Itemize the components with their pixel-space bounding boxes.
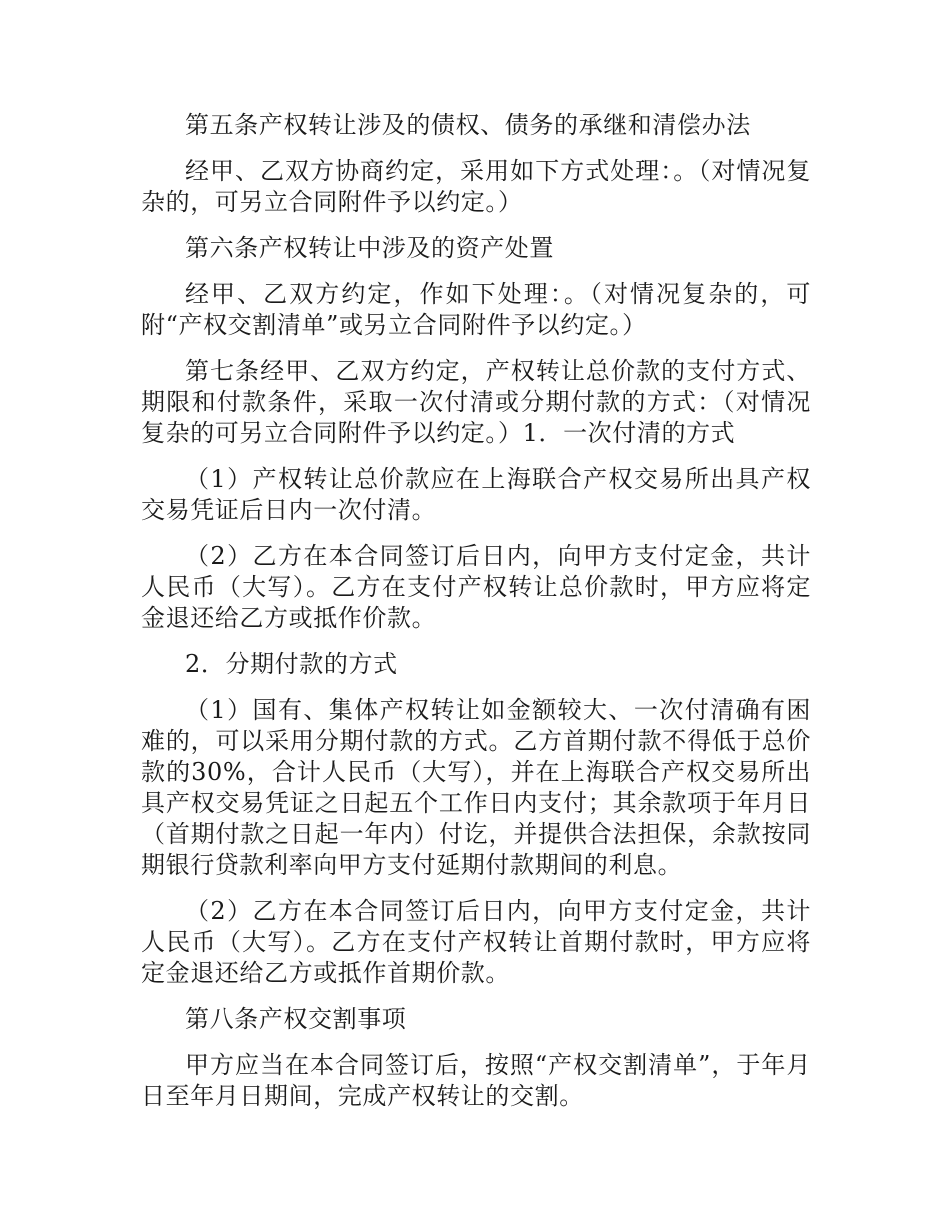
installment-clause-1: （1）国有、集体产权转让如金额较大、一次付清确有困难的，可以采用分期付款的方式。乙方首期付款不得低于总价款的30%，合计人民币（大写），并在上海联合产权交易所出具产权交易凭证之日起五个工作日内支付；其余款项于年月日（首期付款之日起一年内）付讫，并提供合法担保，余款按同期银行贷款利率向甲方支付延期付款期间的利息。 (141, 696, 811, 879)
installment-heading: 2．分期付款的方式 (185, 650, 398, 678)
lump-sum-clause-2: （2）乙方在本合同签订后日内，向甲方支付定金，共计人民币（大写）。乙方在支付产权转让总价款时，甲方应将定金退还给乙方或抵作价款。 (141, 542, 811, 632)
document-body (141, 110, 811, 1127)
installment-clause-2: （2）乙方在本合同签订后日内，向甲方支付定金，共计人民币（大写）。乙方在支付产权转让首期付款时，甲方应将定金退还给乙方或抵作首期价款。 (141, 897, 811, 987)
article-8-body: 甲方应当在本合同签订后，按照“产权交割清单”，于年月日至年月日期间，完成产权转让的交割。 (141, 1051, 811, 1110)
article-5-body: 经甲、乙双方协商约定，采用如下方式处理：。（对情况复杂的，可另立合同附件予以约定。） (141, 157, 811, 216)
article-6-heading: 第六条产权转让中涉及的资产处置 (185, 234, 554, 262)
lump-sum-clause-1: （1）产权转让总价款应在上海联合产权交易所出具产权交易凭证后日内一次付清。 (141, 465, 811, 524)
article-8-heading: 第八条产权交割事项 (185, 1005, 407, 1033)
article-7-body: 第七条经甲、乙双方约定，产权转让总价款的支付方式、期限和付款条件，采取一次付清或分期付款的方式：（对情况复杂的可另立合同附件予以约定。）1．一次付清的方式 (141, 357, 811, 447)
article-6-body: 经甲、乙双方约定，作如下处理：。（对情况复杂的，可附“产权交割清单”或另立合同附件予以约定。） (141, 280, 811, 339)
article-5-heading: 第五条产权转让涉及的债权、债务的承继和清偿办法 (185, 111, 751, 139)
